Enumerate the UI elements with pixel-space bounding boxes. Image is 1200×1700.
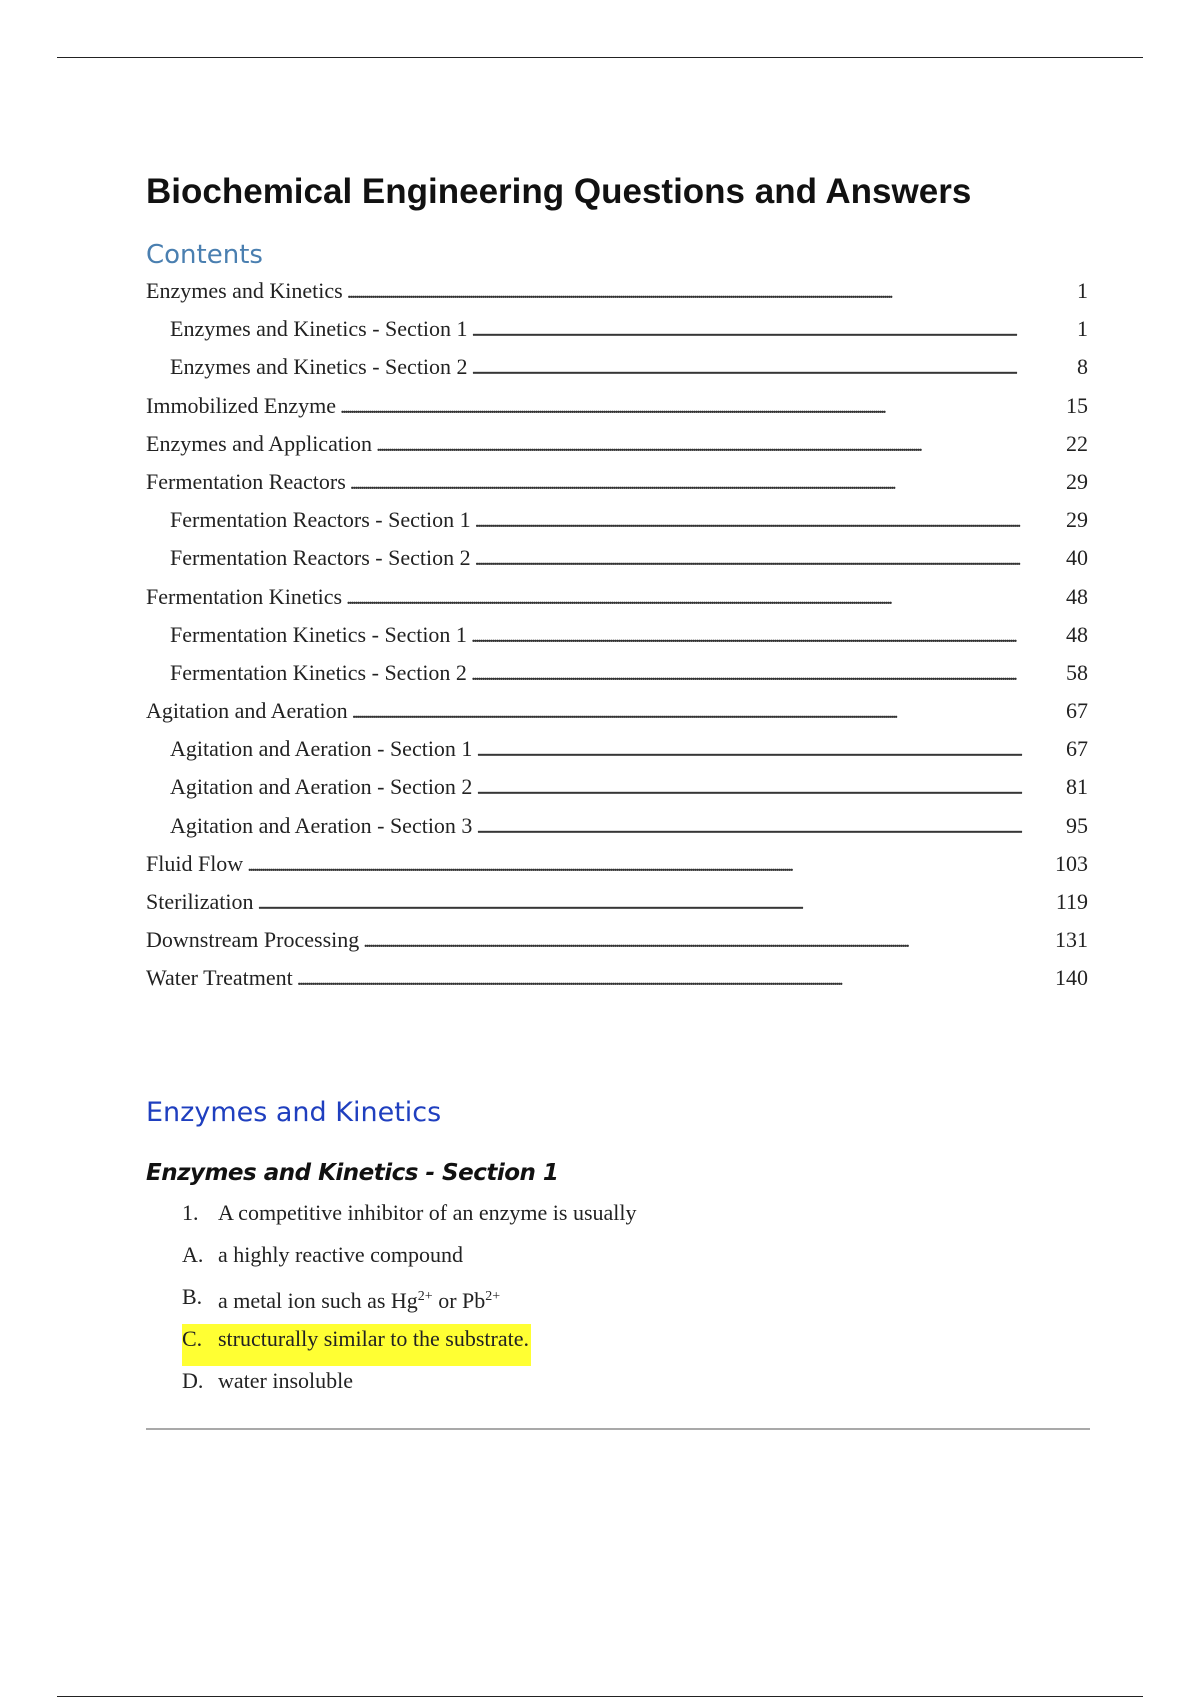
option-c-correct-answer	[182, 1324, 637, 1366]
question-text: A competitive inhibitor of an enzyme is usually	[218, 1200, 637, 1225]
toc-entry-title: Enzymes and Kinetics	[146, 278, 343, 303]
toc-entry-title: Fermentation Reactors	[146, 468, 346, 494]
toc-entry[interactable]	[146, 578, 1088, 616]
toc-page-number: 103	[1055, 850, 1088, 876]
table-of-contents	[146, 272, 1088, 998]
document-title: Biochemical Engineering Questions and Answers	[146, 172, 972, 211]
toc-page-number: 48	[1066, 621, 1088, 647]
option-letter: C.	[182, 1326, 203, 1351]
option-d	[182, 1366, 637, 1408]
option-text: a highly reactive compound	[218, 1242, 463, 1267]
toc-page-number: 140	[1055, 965, 1088, 991]
toc-leader-dots	[472, 311, 1073, 349]
toc-page-number: 1	[1077, 278, 1088, 303]
toc-entry[interactable]	[146, 387, 1088, 425]
answer-highlight	[182, 1324, 531, 1366]
superscript: 2+	[417, 1289, 433, 1304]
toc-page-number: 131	[1055, 927, 1088, 953]
option-text: water insoluble	[218, 1368, 354, 1393]
toc-leader-dots	[376, 426, 1062, 464]
option-text: structurally similar to the substrate.	[218, 1326, 529, 1351]
toc-entry[interactable]	[146, 310, 1088, 348]
toc-leader-dots	[476, 808, 1062, 846]
toc-leader-dots	[475, 502, 1062, 540]
toc-entry-title: Agitation and Aeration - Section 1	[170, 736, 473, 762]
toc-leader-dots	[346, 579, 1062, 617]
toc-entry-title: Immobilized Enzyme	[146, 392, 336, 418]
toc-entry-title: Enzymes and Kinetics - Section 1	[170, 316, 468, 342]
toc-entry-title: Sterilization	[146, 889, 254, 914]
toc-entry[interactable]	[146, 654, 1088, 692]
superscript: 2+	[485, 1289, 501, 1304]
toc-entry-title: Enzymes and Application	[146, 430, 373, 456]
option-letter: A.	[182, 1242, 204, 1267]
toc-entry[interactable]	[146, 768, 1088, 806]
toc-leader-dots	[471, 655, 1062, 693]
option-text	[218, 1282, 500, 1324]
toc-page-number: 119	[1055, 889, 1088, 914]
toc-leader-dots	[363, 922, 1051, 960]
toc-entry-title: Enzymes and Kinetics - Section 2	[170, 354, 468, 380]
toc-entry-title: Fermentation Reactors - Section 2	[170, 545, 471, 571]
toc-entry[interactable]	[146, 730, 1088, 768]
toc-entry[interactable]	[146, 616, 1088, 654]
toc-entry[interactable]	[146, 501, 1088, 539]
question-block	[182, 1198, 637, 1408]
question-stem	[182, 1198, 637, 1240]
toc-leader-dots	[472, 349, 1073, 387]
toc-page-number: 48	[1066, 583, 1088, 609]
toc-leader-dots	[258, 884, 1052, 922]
toc-leader-dots	[352, 693, 1062, 731]
toc-leader-dots	[471, 617, 1062, 655]
toc-entry[interactable]	[146, 807, 1088, 845]
option-letter: B.	[182, 1284, 203, 1309]
toc-page-number: 29	[1066, 507, 1088, 533]
option-letter: D.	[182, 1368, 204, 1393]
toc-entry[interactable]	[146, 425, 1088, 463]
toc-page-number: 40	[1066, 545, 1088, 571]
toc-page-number: 8	[1077, 354, 1088, 380]
toc-entry-title: Downstream Processing	[146, 927, 360, 953]
toc-page-number: 58	[1066, 659, 1088, 685]
toc-page-number: 95	[1066, 812, 1088, 838]
toc-entry[interactable]	[146, 539, 1088, 577]
footer-rule	[57, 1696, 1143, 1697]
toc-page-number: 15	[1066, 392, 1088, 418]
toc-leader-dots	[347, 273, 1073, 311]
toc-entry-title: Fermentation Reactors - Section 1	[170, 507, 471, 533]
toc-entry-title: Water Treatment	[146, 965, 293, 991]
toc-leader-dots	[350, 464, 1062, 502]
toc-page-number: 67	[1066, 736, 1088, 762]
toc-entry[interactable]	[146, 463, 1088, 501]
toc-entry-title: Fermentation Kinetics - Section 1	[170, 621, 467, 647]
option-a	[182, 1240, 637, 1282]
subsection-heading: Enzymes and Kinetics - Section 1	[146, 1160, 559, 1186]
toc-entry[interactable]	[146, 921, 1088, 959]
toc-leader-dots	[476, 731, 1062, 769]
section-heading: Enzymes and Kinetics	[146, 1097, 442, 1128]
toc-entry[interactable]	[146, 272, 1088, 310]
toc-entry-title: Fermentation Kinetics	[146, 583, 343, 609]
toc-leader-dots	[476, 769, 1062, 807]
toc-entry-title: Fermentation Kinetics - Section 2	[170, 659, 467, 685]
toc-entry[interactable]	[146, 845, 1088, 883]
toc-page-number: 67	[1066, 698, 1088, 724]
toc-page-number: 29	[1066, 468, 1088, 494]
toc-leader-dots	[247, 846, 1051, 884]
question-divider	[146, 1428, 1090, 1430]
toc-leader-dots	[297, 960, 1051, 998]
toc-page-number: 1	[1077, 316, 1088, 342]
toc-entry-title: Agitation and Aeration - Section 2	[170, 774, 473, 800]
toc-entry-title: Fluid Flow	[146, 850, 244, 876]
toc-entry[interactable]	[146, 692, 1088, 730]
toc-entry[interactable]	[146, 959, 1088, 997]
toc-entry-title: Agitation and Aeration - Section 3	[170, 812, 473, 838]
toc-leader-dots	[475, 540, 1062, 578]
toc-entry[interactable]	[146, 883, 1088, 921]
option-text-part: or Pb	[432, 1288, 486, 1313]
toc-page-number: 81	[1066, 774, 1088, 800]
toc-leader-dots	[340, 388, 1062, 426]
toc-page-number: 22	[1066, 430, 1088, 456]
header-rule	[57, 57, 1143, 58]
toc-entry[interactable]	[146, 348, 1088, 386]
question-number: 1.	[182, 1200, 199, 1225]
option-b	[182, 1282, 637, 1324]
contents-heading: Contents	[146, 240, 263, 270]
toc-entry-title: Agitation and Aeration	[146, 698, 348, 724]
option-text-part: a metal ion such as Hg	[218, 1288, 418, 1313]
